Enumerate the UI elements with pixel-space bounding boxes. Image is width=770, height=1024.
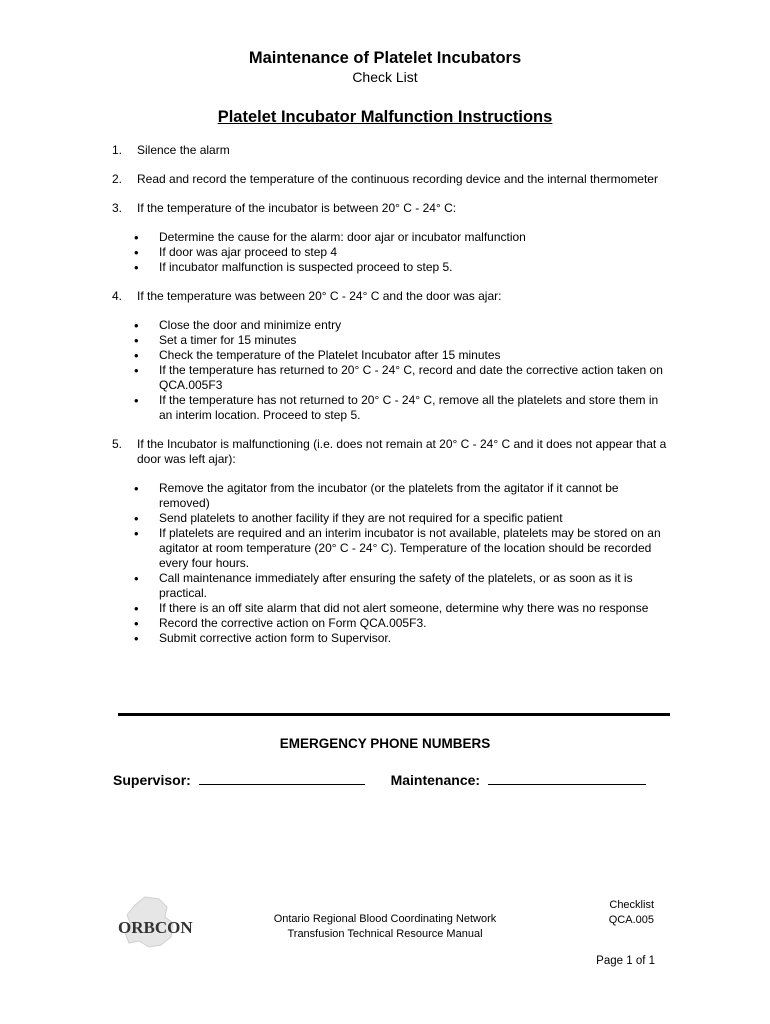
step-number: 2. [112, 172, 123, 186]
maintenance-label: Maintenance: [390, 772, 481, 788]
step-text: If the Incubator is malfunctioning (i.e. does not remain at 20° C - 24° C and it does not appear that a door was left ajar): [137, 437, 667, 466]
step-item [112, 437, 672, 467]
step-text: If the temperature of the incubator is between 20° C - 24° C: [137, 201, 457, 215]
bullet-item: • Close the door and minimize entry [112, 318, 672, 333]
bullet-item: • If platelets are required and an interim incubator is not available, platelets may be stored on an agitator at room temperature (20° C - 24° C). Temperature of the location should be recorded every four hours. [112, 526, 672, 571]
bullet-item: • Send platelets to another facility if they are not required for a specific patient [112, 511, 672, 526]
bullet-item: • Set a timer for 15 minutes [112, 333, 672, 348]
supervisor-label: Supervisor: [113, 772, 191, 788]
step-item [112, 172, 672, 187]
footer-doc-code: QCA.005 [608, 914, 654, 926]
phone-numbers-line [113, 771, 673, 788]
step-text: If the temperature was between 20° C - 24° C and the door was ajar: [137, 289, 502, 303]
bullet-item: • Record the corrective action on Form QCA.005F3. [112, 616, 672, 631]
bullet-item: • Submit corrective action form to Supervisor. [112, 631, 672, 646]
document-subtitle: Check List [352, 69, 418, 85]
bullet-list [112, 230, 672, 275]
bullet-item: • Call maintenance immediately after ensuring the safety of the platelets, or as soon as it is practical. [112, 571, 672, 601]
footer-org-line2: Transfusion Technical Resource Manual [287, 928, 483, 940]
bullet-list [112, 318, 672, 423]
page-number: Page 1 of 1 [596, 955, 655, 967]
footer-org-line1: Ontario Regional Blood Coordinating Network [273, 913, 497, 925]
supervisor-phone-blank [199, 771, 365, 785]
maintenance-phone-blank [488, 771, 646, 785]
footer-doc-type: Checklist [609, 899, 654, 911]
bullet-item: • If there is an off site alarm that did not alert someone, determine why there was no response [112, 601, 672, 616]
step-text: Read and record the temperature of the continuous recording device and the internal thermometer [137, 172, 658, 186]
bullet-item: • If the temperature has returned to 20° C - 24° C, record and date the corrective action taken on QCA.005F3 [112, 363, 672, 393]
bullet-item: • If door was ajar proceed to step 4 [112, 245, 672, 260]
bullet-item: • If incubator malfunction is suspected proceed to step 5. [112, 260, 672, 275]
step-item [112, 201, 672, 216]
instruction-steps [112, 143, 672, 660]
step-number: 1. [112, 143, 123, 157]
document-title: Maintenance of Platelet Incubators [248, 49, 522, 67]
bullet-item: • Check the temperature of the Platelet Incubator after 15 minutes [112, 348, 672, 363]
footer-document-code [609, 898, 654, 928]
section-title: Platelet Incubator Malfunction Instructions [217, 108, 553, 126]
bullet-item: • If the temperature has not returned to 20° C - 24° C, remove all the platelets and store them in an interim location. Proceed to step 5. [112, 393, 672, 423]
step-number: 3. [112, 201, 123, 215]
bullet-list [112, 481, 672, 646]
footer-organization [0, 912, 770, 942]
emergency-heading: EMERGENCY PHONE NUMBERS [279, 736, 491, 751]
step-item [112, 289, 672, 304]
divider [118, 713, 670, 716]
logo-text: ORBCON [118, 918, 193, 937]
step-number: 5. [112, 437, 123, 451]
step-number: 4. [112, 289, 123, 303]
bullet-item: • Determine the cause for the alarm: door ajar or incubator malfunction [112, 230, 672, 245]
bullet-item: • Remove the agitator from the incubator (or the platelets from the agitator if it cannot be removed) [112, 481, 672, 511]
step-text: Silence the alarm [137, 143, 230, 157]
step-item [112, 143, 672, 158]
